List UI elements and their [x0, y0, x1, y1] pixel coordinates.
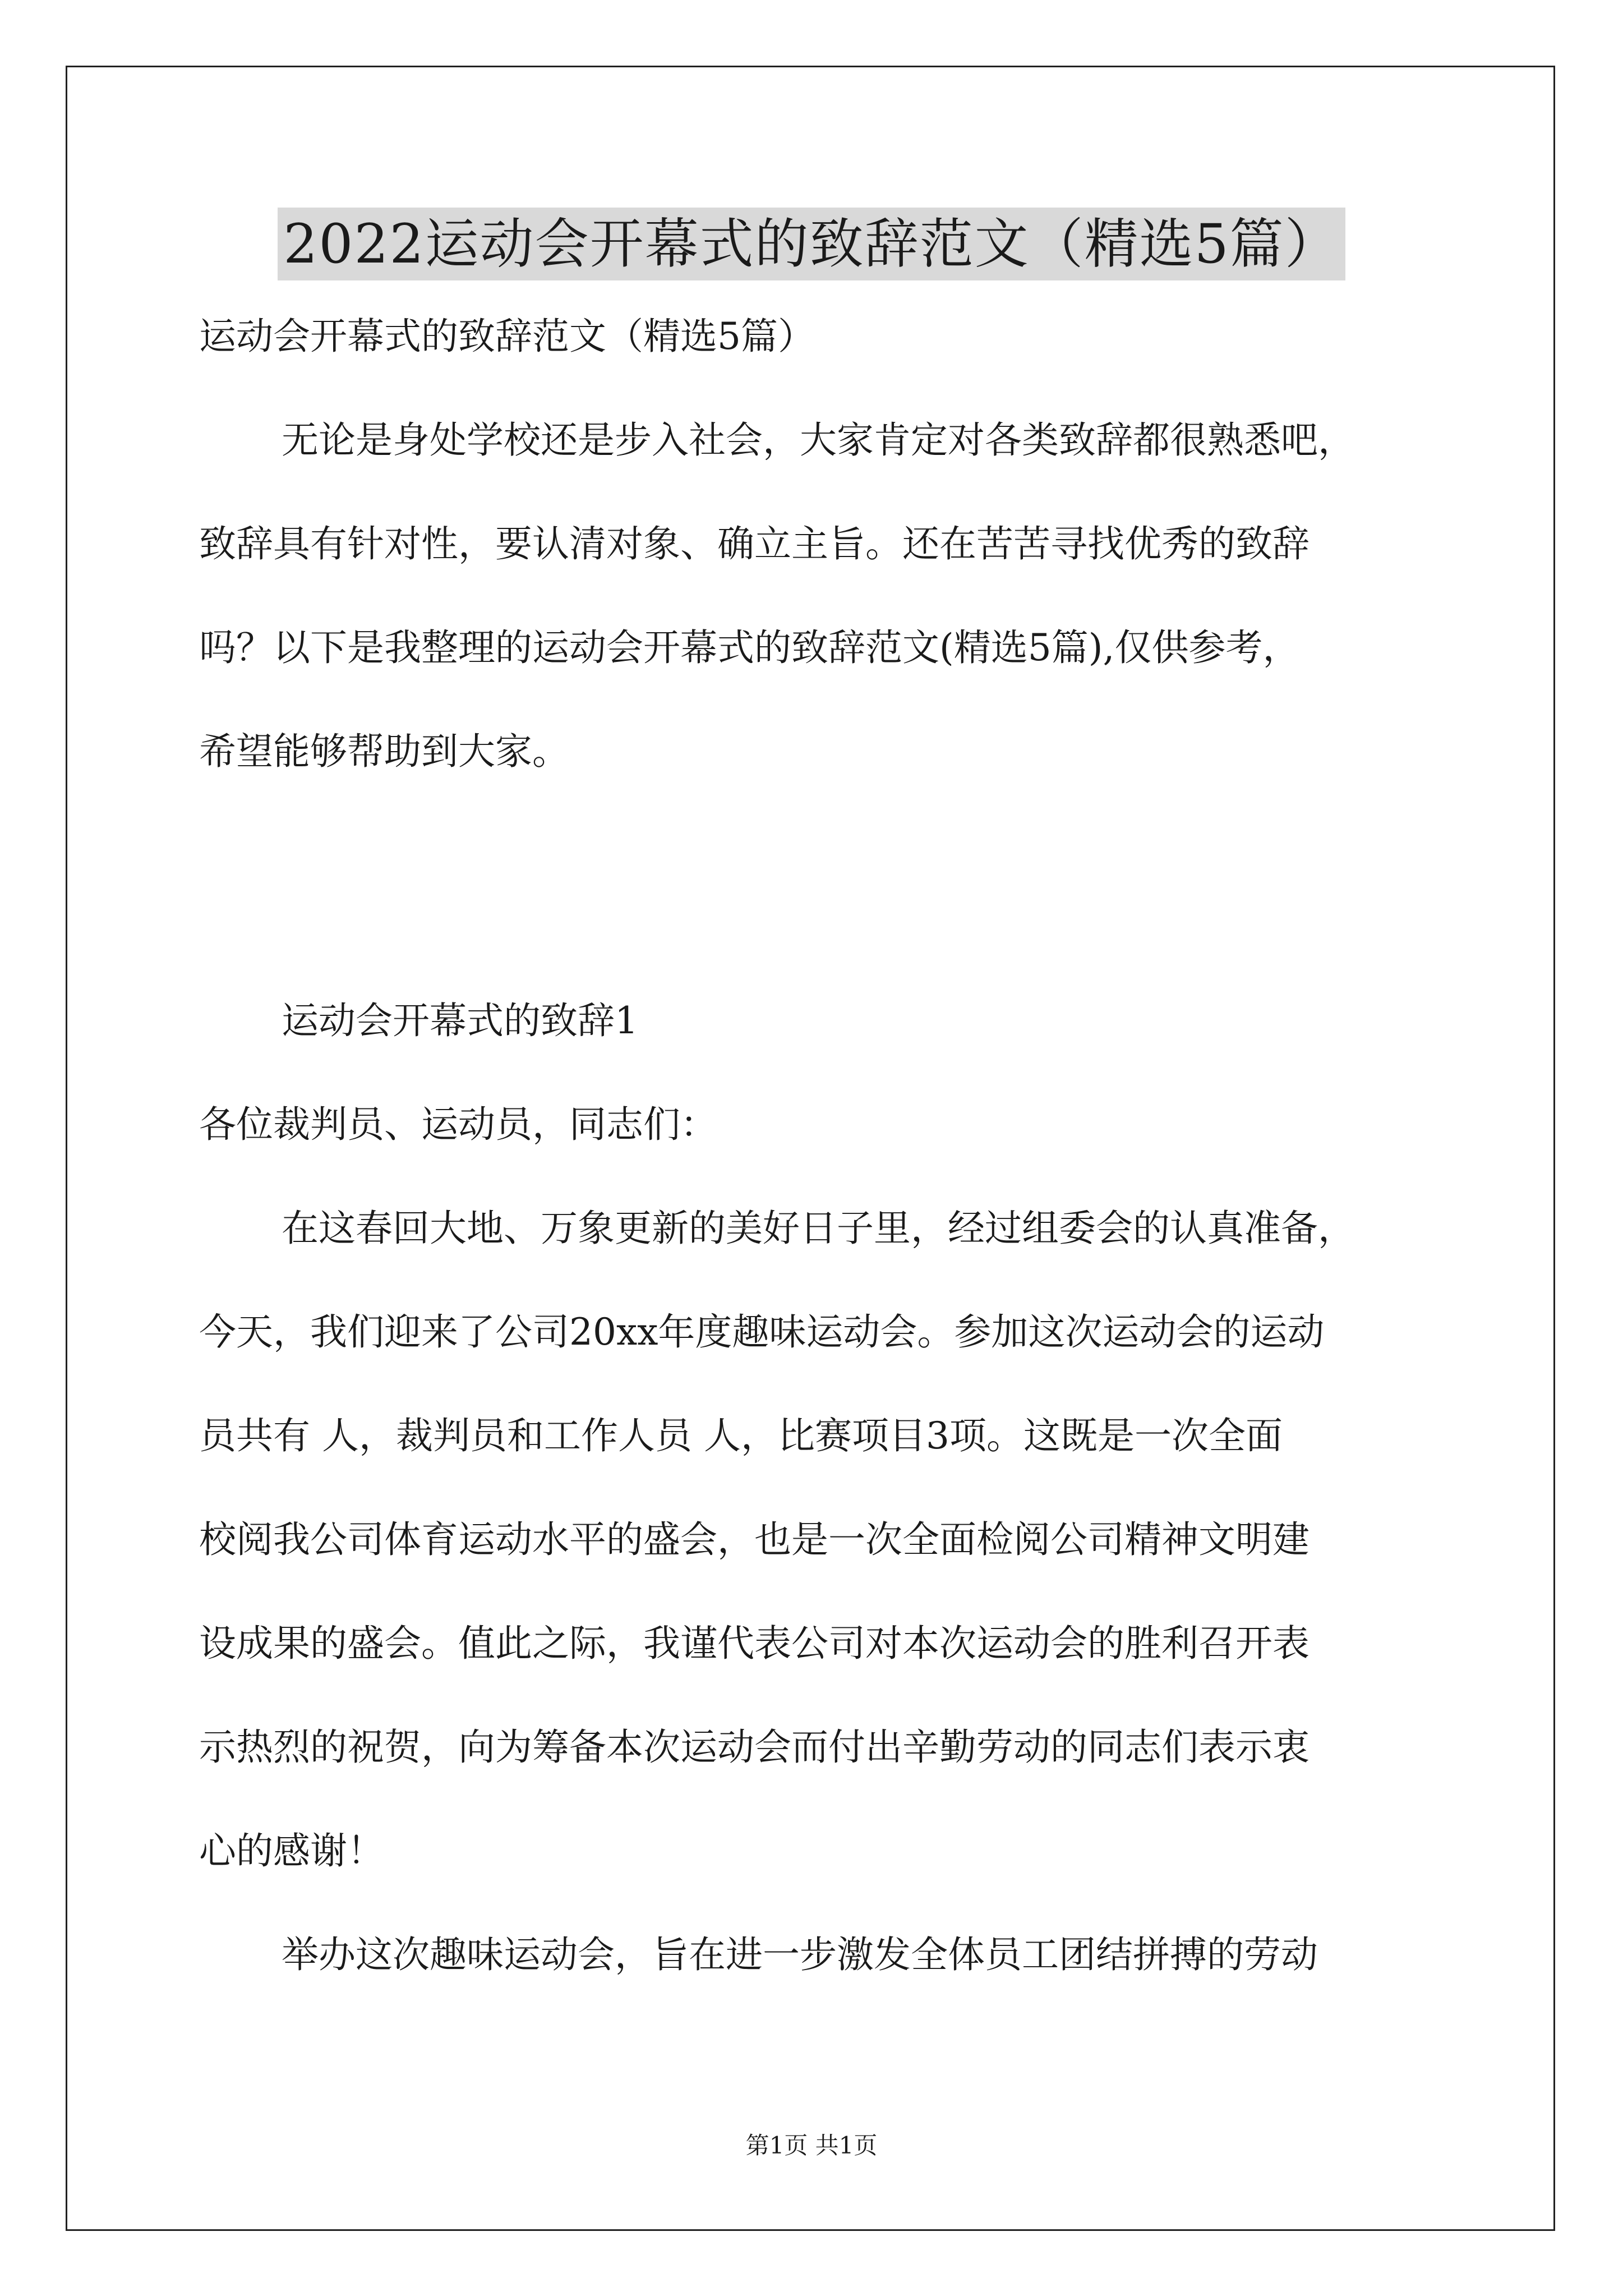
title-container: [0, 208, 1623, 280]
paragraph-line: 举办这次趣味运动会，旨在进一步激发全体员工团结拼搏的劳动: [282, 1933, 1318, 1976]
paragraph-line: 希望能够帮助到大家。: [199, 730, 569, 773]
paragraph-line: 示热烈的祝贺，向为筹备本次运动会而付出辛勤劳动的同志们表示衷: [199, 1726, 1310, 1769]
section-heading: 运动会开幕式的致辞1: [282, 999, 638, 1042]
paragraph-line: 今天，我们迎来了公司20xx年度趣味运动会。参加这次运动会的运动: [199, 1310, 1325, 1354]
paragraph-line: 校阅我公司体育运动水平的盛会，也是一次全面检阅公司精神文明建: [199, 1518, 1310, 1561]
paragraph-line: 设成果的盛会。值此之际，我谨代表公司对本次运动会的胜利召开表: [199, 1622, 1310, 1665]
salutation-line: 各位裁判员、运动员，同志们：: [199, 1103, 717, 1146]
paragraph-line: 在这春回大地、万象更新的美好日子里，经过组委会的认真准备，: [282, 1207, 1355, 1250]
page-number-footer: 第1页 共1页: [745, 2132, 878, 2159]
paragraph-line: 无论是身处学校还是步入社会，大家肯定对各类致辞都很熟悉吧，: [282, 418, 1355, 462]
document-title: 2022运动会开幕式的致辞范文（精选5篇）: [278, 208, 1345, 280]
paragraph-line: 吗？以下是我整理的运动会开幕式的致辞范文(精选5篇),仅供参考，: [199, 626, 1300, 669]
paragraph-line: 员共有 人，裁判员和工作人员 人，比赛项目3项。这既是一次全面: [199, 1414, 1283, 1457]
paragraph-line: 心的感谢！: [199, 1829, 384, 1872]
paragraph-line: 致辞具有针对性，要认清对象、确立主旨。还在苦苦寻找优秀的致辞: [199, 522, 1310, 565]
subtitle-line: 运动会开幕式的致辞范文（精选5篇）: [199, 315, 815, 358]
